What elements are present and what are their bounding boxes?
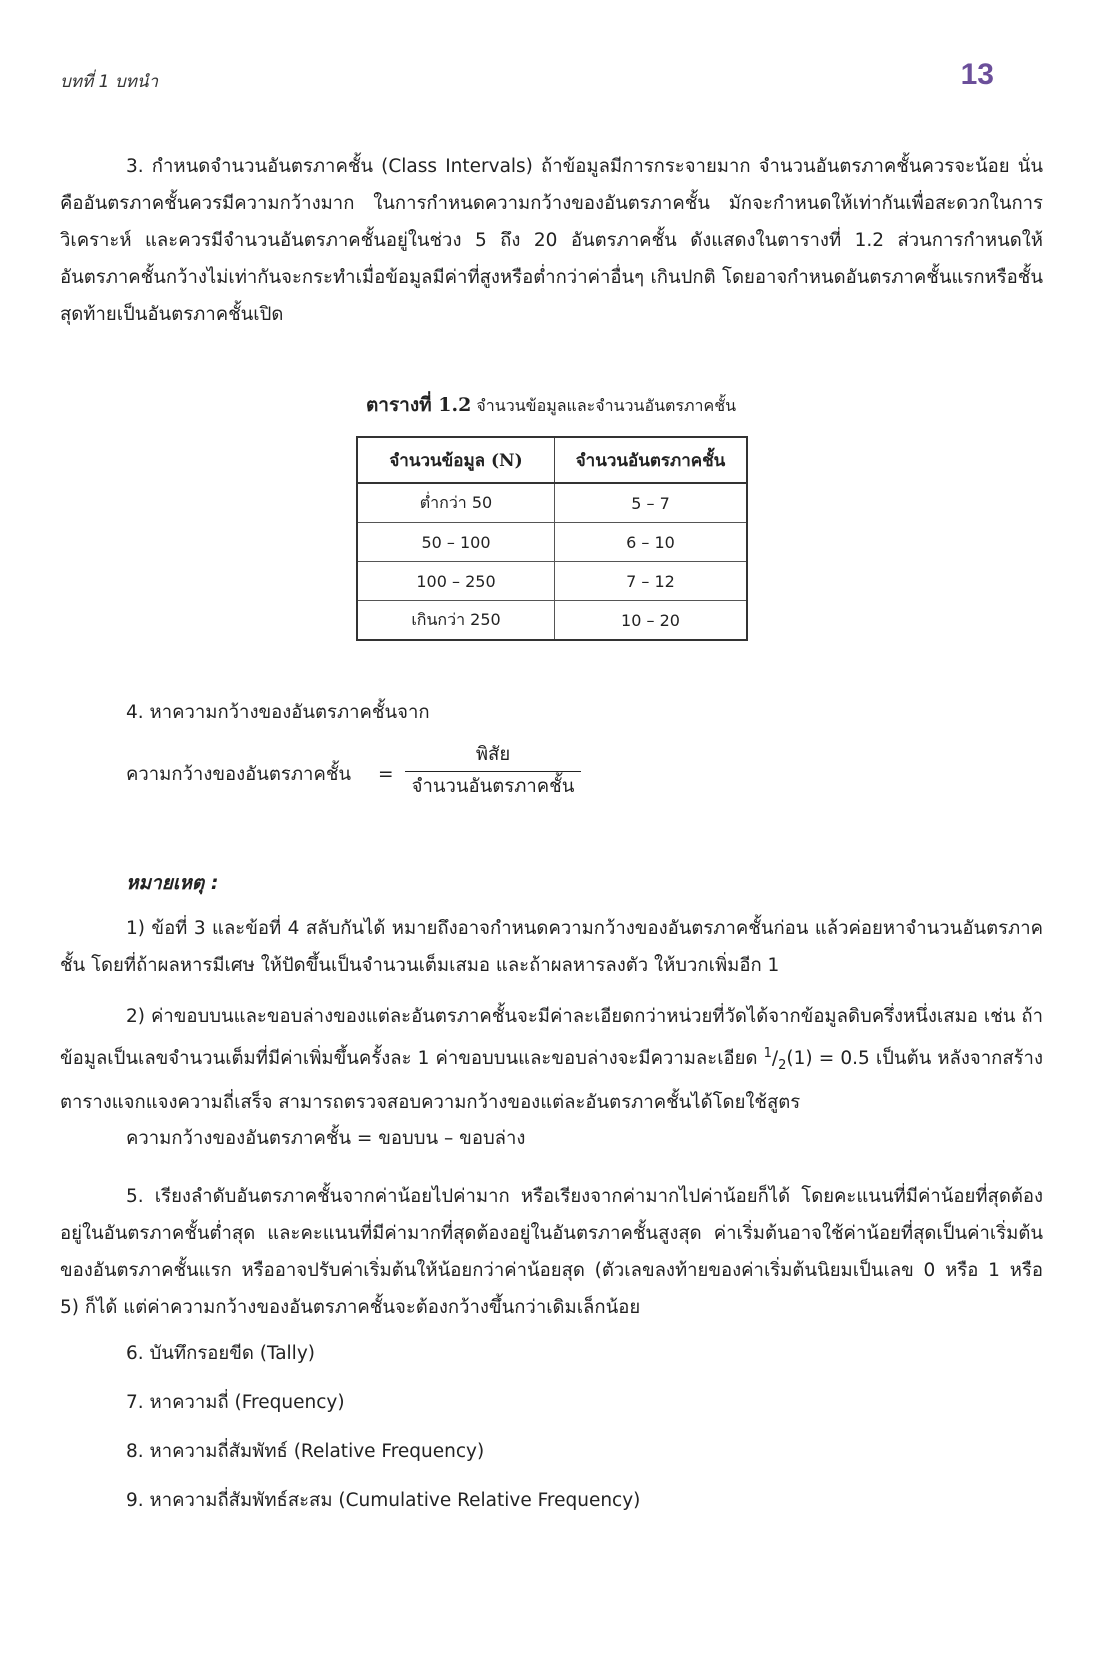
table-cell: 100 – 250 bbox=[357, 562, 555, 601]
table-cell: ต่ำกว่า 50 bbox=[357, 483, 555, 523]
note-item-2-part-1: 2) ค่าขอบบนและขอบล่างของแต่ละอันตรภาคชั้นจะมีค่าละเอียดกว่าหน่วยที่วัดได้จากข้อมูลดิบครึ่งหนึ่งเสมอ เช่น ถ้าข้อมูลเป็นเลขจำนวนเต็มที่มีค่าเพิ่มขึ้นครั้งละ 1 ค่าขอบบนและขอบล่างจะมีความละเอียด bbox=[60, 1006, 1043, 1070]
step-4-heading: 4. หาความกว้างของอันตรภาคชั้นจาก bbox=[126, 702, 430, 723]
table-row bbox=[357, 523, 747, 562]
running-head: บทที่ 1 บทนำ bbox=[60, 72, 158, 92]
table-caption bbox=[0, 390, 1102, 420]
paragraph-step-5: 5. เรียงลำดับอันตรภาคชั้นจากค่าน้อยไปค่ามาก หรือเรียงจากค่ามากไปค่าน้อยก็ได้ โดยคะแนนที่มีค่าน้อยที่สุดต้องอยู่ในอันตรภาคชั้นต่ำสุด และคะแนนที่มีค่ามากที่สุดต้องอยู่ในอันตรภาคชั้นสูงสุด ค่าเริ่มต้นอาจใช้ค่าน้อยที่สุดเป็นค่าเริ่มต้นของอันตรภาคชั้นแรก หรืออาจปรับค่าเริ่มต้นให้น้อยกว่าค่าน้อยสุด (ตัวเลขลงท้ายของค่าเริ่มต้นนิยมเป็นเลข 0 หรือ 1 หรือ 5) ก็ได้ แต่ค่าความกว้างของอันตรภาคชั้นจะต้องกว้างขึ้นกว่าเดิมเล็กน้อย bbox=[60, 1186, 1043, 1318]
step-8: 8. หาความถี่สัมพัทธ์ (Relative Frequency) bbox=[126, 1441, 485, 1462]
table-header-row bbox=[357, 437, 747, 483]
table-cell: 50 – 100 bbox=[357, 523, 555, 562]
half-numerator: 1 bbox=[763, 1046, 772, 1061]
note-item-2: 2) ค่าขอบบนและขอบล่างของแต่ละอันตรภาคชั้นจะมีค่าละเอียดกว่าหน่วยที่วัดได้จากข้อมูลดิบครึ่งหนึ่งเสมอ เช่น ถ้าข้อมูลเป็นเลขจำนวนเต็มที่มีค่าเพิ่มขึ้นครั้งละ 1 ค่าขอบบนและขอบล่างจะมีความละเอียด $^1/_2(1) = 0.5$ เป็นต้น หลังจากสร้างตารางแจกแจงความถี่เสร็จ สามารถตรวจสอบความกว้างของแต่ละอันตรภาคชั้นได้โดยใช้สูตร bbox=[60, 1006, 1043, 1113]
table-row bbox=[357, 562, 747, 601]
table-row bbox=[357, 483, 747, 523]
table-cell: 7 – 12 bbox=[555, 562, 748, 601]
class-interval-table bbox=[356, 436, 748, 641]
formula-equals: = bbox=[378, 764, 394, 785]
table-cell: 10 – 20 bbox=[555, 601, 748, 641]
note-item-1: 1) ข้อที่ 3 และข้อที่ 4 สลับกันได้ หมายถึงอาจกำหนดความกว้างของอันตรภาคชั้นก่อน แล้วค่อยหาจำนวนอันตรภาคชั้น โดยที่ถ้าผลหารมีเศษ ให้ปัดขึ้นเป็นจำนวนเต็มเสมอ และถ้าผลหารลงตัว ให้บวกเพิ่มอีก 1 bbox=[60, 918, 1043, 976]
page-number: 13 bbox=[960, 58, 994, 91]
note-item-2-part-2: (1) = 0.5 เป็นต้น หลังจากสร้างตารางแจกแจงความถี่เสร็จ สามารถตรวจสอบความกว้างของแต่ละอันตรภาคชั้นได้โดยใช้สูตร bbox=[60, 1048, 1043, 1113]
formula-label: ความกว้างของอันตรภาคชั้น bbox=[126, 764, 352, 785]
formula-denominator: จำนวนอันตรภาคชั้น bbox=[411, 776, 575, 797]
table-caption-text: จำนวนข้อมูลและจำนวนอันตรภาคชั้น bbox=[476, 396, 737, 415]
table-cell: 5 – 7 bbox=[555, 483, 748, 523]
step-6: 6. บันทึกรอยขีด (Tally) bbox=[126, 1343, 315, 1364]
half-denominator: 2 bbox=[778, 1057, 787, 1073]
table-row bbox=[357, 601, 747, 641]
note-heading: หมายเหตุ : bbox=[126, 872, 219, 894]
column-header-class-count: จำนวนอันตรภาคชั้น bbox=[555, 437, 748, 483]
paragraph-step-3: 3. กำหนดจำนวนอันตรภาคชั้น (Class Intervals) ถ้าข้อมูลมีการกระจายมาก จำนวนอันตรภาคชั้นควรจะน้อย นั่นคืออันตรภาคชั้นควรมีความกว้างมาก ในการกำหนดความกว้างของอันตรภาคชั้น มักจะกำหนดให้เท่ากันเพื่อสะดวกในการวิเคราะห์ และควรมีจำนวนอันตรภาคชั้นอยู่ในช่วง 5 ถึง 20 อันตรภาคชั้น ดังแสดงในตารางที่ 1.2 ส่วนการกำหนดให้อันตรภาคชั้นกว้างไม่เท่ากันจะกระทำเมื่อข้อมูลมีค่าที่สูงหรือต่ำกว่าค่าอื่นๆ เกินปกติ โดยอาจกำหนดอันตรภาคชั้นแรกหรือชั้นสุดท้ายเป็นอันตรภาคชั้นเปิด bbox=[60, 156, 1043, 325]
step-9: 9. หาความถี่สัมพัทธ์สะสม (Cumulative Relative Frequency) bbox=[126, 1490, 641, 1511]
step-7: 7. หาความถี่ (Frequency) bbox=[126, 1392, 345, 1413]
width-formula: ความกว้างของอันตรภาคชั้น = ขอบบน – ขอบล่าง bbox=[126, 1128, 526, 1149]
table-cell: 6 – 10 bbox=[555, 523, 748, 562]
table-caption-label: ตารางที่ 1.2 bbox=[365, 394, 472, 416]
table-cell: เกินกว่า 250 bbox=[357, 601, 555, 641]
formula-numerator: พิสัย bbox=[405, 741, 581, 772]
formula-fraction bbox=[405, 741, 581, 802]
column-header-data-count: จำนวนข้อมูล (N) bbox=[357, 437, 555, 483]
